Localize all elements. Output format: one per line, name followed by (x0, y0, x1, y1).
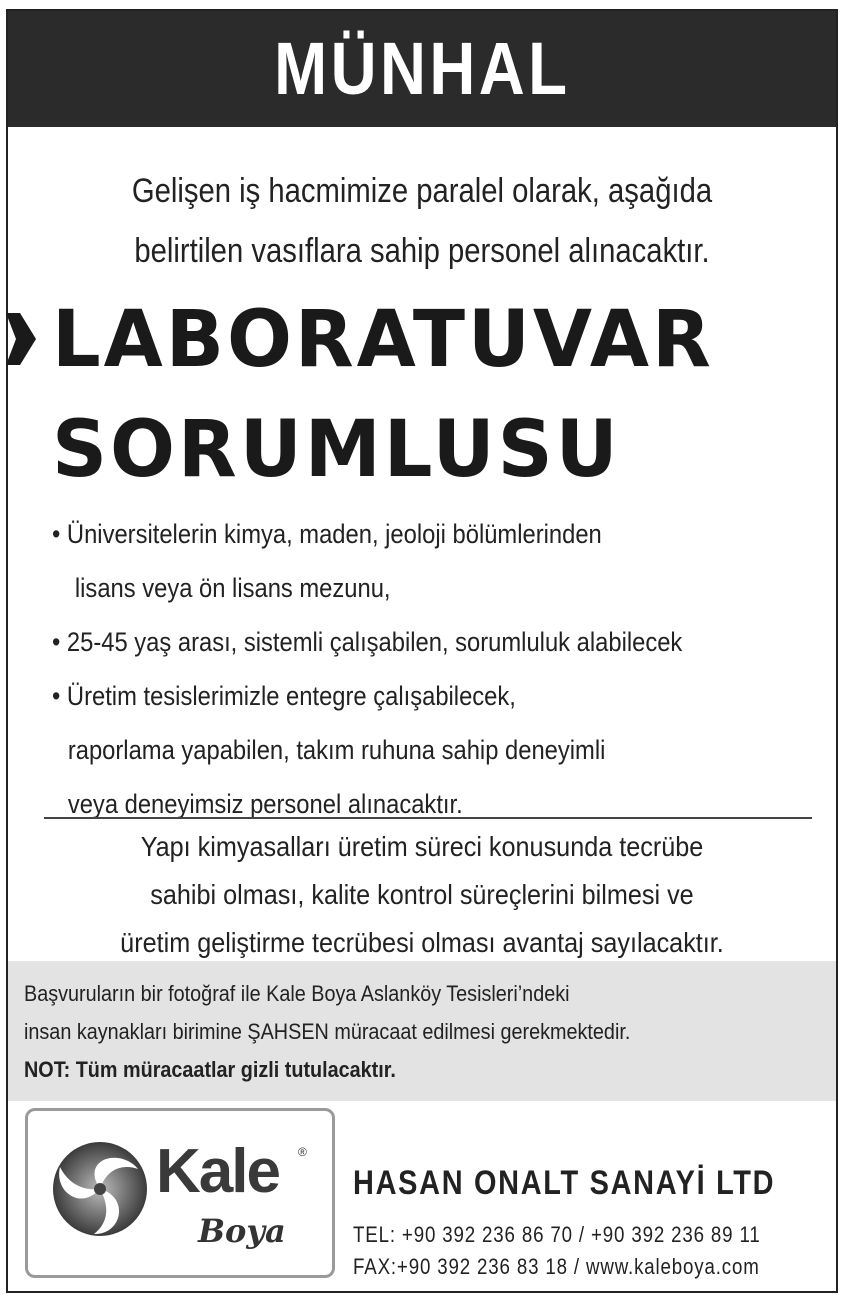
requirement-line: lisans veya ön lisans mezunu, (74, 573, 391, 603)
requirement-line: raporlama yapabilen, takım ruhuna sahip deneyimli (67, 735, 606, 765)
advantage-line: Yapı kimyasalları üretim süreci konusunda tecrübe (140, 831, 704, 862)
header-banner (8, 11, 836, 127)
advantage-line: sahibi olması, kalite kontrol süreçlerini bilmesi ve (150, 879, 694, 910)
advantage-text (8, 823, 836, 967)
logo-brand-text: Kale (156, 1137, 279, 1206)
application-info (8, 961, 836, 1101)
requirement-item (52, 615, 832, 669)
logo-sub-text: Boya (198, 1212, 286, 1250)
kale-boya-logo (25, 1108, 335, 1278)
intro-line: Gelişen iş hacmimize paralel olarak, aşağıda (131, 172, 713, 210)
position-title-line2: SORUMLUSU (52, 405, 621, 495)
registered-mark: ® (298, 1145, 307, 1159)
advantage-line: üretim geliştirme tecrübesi olması avantaj sayılacaktır. (120, 927, 724, 958)
requirement-line: • 25-45 yaş arası, sistemli çalışabilen, sorumluluk alabilecek (52, 627, 683, 657)
section-divider (44, 817, 812, 819)
confidentiality-note: NOT: Tüm müracaatlar gizli tutulacaktır. (24, 1057, 396, 1082)
header-title: MÜNHAL (273, 27, 571, 110)
requirement-item (52, 507, 832, 615)
application-line: insan kaynakları birimine ŞAHSEN müracaat edilmesi gerekmektedir. (24, 1019, 631, 1044)
fax-and-website: FAX:+90 392 236 83 18 / www.kaleboya.com (353, 1254, 760, 1279)
kale-swirl-icon (50, 1139, 150, 1239)
position-title-line1: LABORATUVAR (52, 295, 714, 385)
arrow-marker-icon (6, 307, 36, 371)
requirement-item (52, 669, 832, 831)
telephone-numbers: TEL: +90 392 236 86 70 / +90 392 236 89 11 (353, 1222, 761, 1247)
company-name: HASAN ONALT SANAYİ LTD (353, 1164, 776, 1202)
job-advertisement (6, 9, 838, 1293)
intro-text (8, 161, 836, 281)
intro-line: belirtilen vasıflara sahip personel alınacaktır. (134, 232, 710, 270)
requirements-list (52, 507, 832, 831)
requirement-line: • Üniversitelerin kimya, maden, jeoloji bölümlerinden (52, 519, 602, 549)
requirement-line: • Üretim tesislerimizle entegre çalışabilecek, (52, 681, 516, 711)
requirement-line: veya deneyimsiz personel alınacaktır. (67, 789, 463, 819)
application-line: Başvuruların bir fotoğraf ile Kale Boya Aslanköy Tesisleri’ndeki (24, 981, 570, 1006)
